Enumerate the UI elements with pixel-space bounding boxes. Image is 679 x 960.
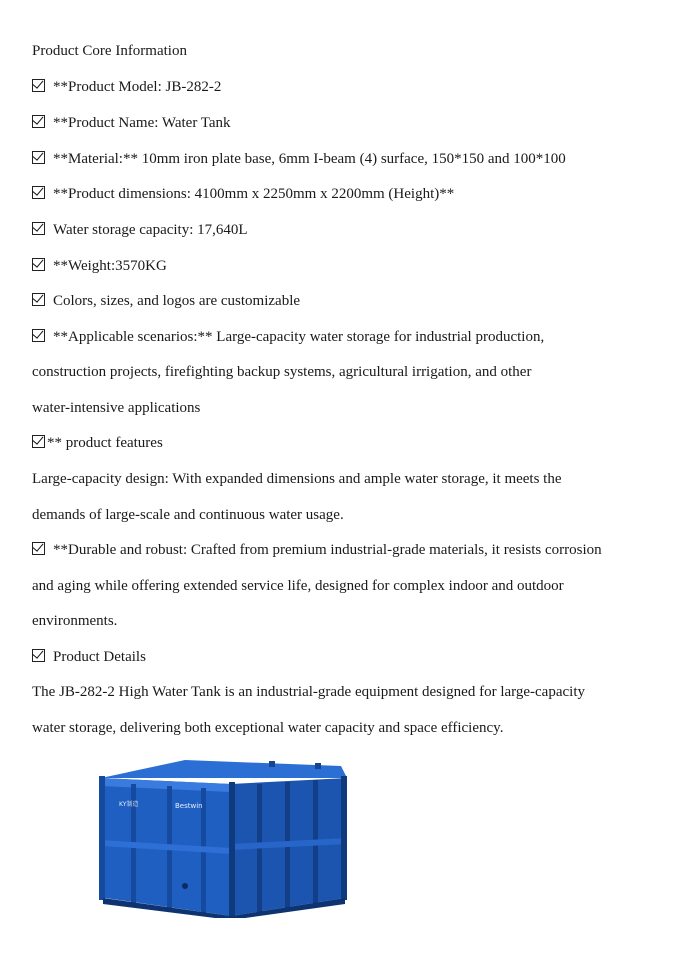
details-heading: Product Details [32,648,146,666]
scenarios-line-1: **Applicable scenarios:** Large-capacity water storage for industrial production, [32,328,544,346]
capacity-line-1: Large-capacity design: With expanded dimensions and ample water storage, it meets the [32,471,562,487]
checkbox-icon [32,649,45,662]
checkbox-icon [32,293,45,306]
item-capacity: Water storage capacity: 17,640L [32,221,248,239]
item-name: **Product Name: Water Tank [32,114,231,132]
scenarios-line-2: construction projects, firefighting backup systems, agricultural irrigation, and other [32,364,532,380]
checkbox-icon [32,151,45,164]
capacity-line-2: demands of large-scale and continuous water usage. [32,507,344,523]
item-material: **Material:** 10mm iron plate base, 6mm I-beam (4) surface, 150*150 and 100*100 [32,150,566,168]
checkbox-icon [32,542,45,555]
checkbox-icon [32,115,45,128]
features-heading: ** product features [32,434,163,452]
item-weight: **Weight:3570KG [32,257,167,275]
item-customizable: Colors, sizes, and logos are customizable [32,292,300,310]
checkbox-icon [32,435,45,448]
details-line-2: water storage, delivering both exceptional water capacity and space efficiency. [32,720,504,736]
details-line-1: The JB-282-2 High Water Tank is an industrial-grade equipment designed for large-capacity [32,684,585,700]
tank-label-right: Bestwin [175,802,203,810]
tank-label-left: KY制造 [119,801,139,808]
durable-line-1: **Durable and robust: Crafted from premium industrial-grade materials, it resists corrosion [32,541,602,559]
item-model: **Product Model: JB-282-2 [32,78,221,96]
water-tank-photo [89,748,359,918]
durable-line-3: environments. [32,613,118,629]
item-dimensions: **Product dimensions: 4100mm x 2250mm x 2200mm (Height)** [32,185,454,203]
checkbox-icon [32,258,45,271]
checkbox-icon [32,186,45,199]
scenarios-line-3: water-intensive applications [32,400,201,416]
checkbox-icon [32,329,45,342]
checkbox-icon [32,79,45,92]
durable-line-2: and aging while offering extended service life, designed for complex indoor and outdoor [32,578,564,594]
heading: Product Core Information [32,43,187,59]
checkbox-icon [32,222,45,235]
